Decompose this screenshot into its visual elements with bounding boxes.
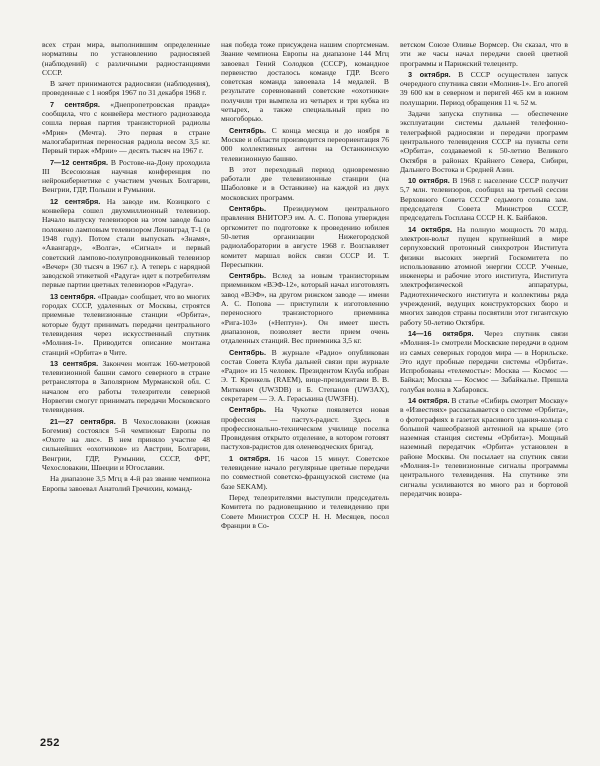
text-column-2 [221,40,389,722]
chronicle-paragraph [221,348,389,404]
entry-text: В журнале «Радио» опубликован состав Совета Клуба дальней связи при журнале «Радио» из 15 человек. Президентом Клуба избран Э. Т. Кренкель (RAEM), вице-президентами В. В. Миткевич (UW3DB) и Б. Степанов (UW3AX), секретарем — Э. А. Гераськина (UW3FH). [221,347,389,403]
chronicle-paragraph [400,176,568,222]
page-number: 252 [40,737,60,749]
entry-date: Сентябрь. [229,204,267,214]
chronicle-paragraph [42,158,210,195]
entry-text: Президиумом центрального правления ВНИТОРЭ им. А. С. Попова утвержден оргкомитет по подготовке к проведению юбилея 50-летия организации Нижегородской радиолаборатории в августе 1968 г. Возглавляет комитет маршал войск связи СССР И. Т. Пересыпкин. [221,204,389,269]
chronicle-paragraph [221,405,389,451]
chronicle-paragraph [42,359,210,415]
entry-date: Сентябрь. [229,347,267,357]
entry-text: «Правда» сообщает, что во многих городах СССР, удаленных от Москвы, строятся приемные телевизионные станции «Орбита», которые будут принимать передачи центрального телевидения через искусственный спутник «Молния-1». Приводится описание монтажа станций «Орбита» в Чите. [42,291,210,357]
entry-date: 14 октября. [408,224,453,234]
entry-date: 7—12 сентября. [50,157,108,167]
entry-text: С конца месяца и до ноября в Москве и области производится переориентация 76 000 коллективных антенн на Останкинскую телевизионную башню. [221,125,389,163]
entry-text: «Днепропетровская правда» сообщила, что с конвейера местного радиозавода сошла первая партия транзисторной радиолы «Мрия» (Мечта). Это первая в стране малогабаритная переносная радиола весом 3,5 кг. Первый тираж «Мрии» — десять тысяч на 1967 г. [42,99,210,156]
entry-date: Сентябрь. [229,271,267,281]
chronicle-paragraph [400,109,568,174]
entry-date: 13 сентября. [50,358,99,368]
entry-text: 16 часов 15 минут. Советское телевидение начало регулярные цветные передачи по совместной советско-французской системе (на базе SEKAM). [221,453,389,491]
entry-text: ветском Союзе Оливье Вормсер. Он сказал, что в эти же часы начал передачи своей цветной программы и Парижский телецентр. [400,40,568,68]
entry-date: 3 октября. [408,69,451,79]
chronicle-paragraph [42,292,210,357]
chronicle-paragraph [42,417,210,473]
chronicle-paragraph [400,40,568,68]
chronicle-paragraph [221,165,389,202]
entry-text: всех стран мира, выполнившим определенные нормативы по установлению радиосвязей (наблюдений) с различными радиостанциями СССР. [42,40,210,77]
chronicle-paragraph [400,396,568,498]
text-column-1 [42,40,210,722]
entry-date: 14—16 октября. [408,328,474,338]
entry-text: На Чукотке появляется новая профессия — пастух-радист. Здесь в профессионально-техническом училище поселка Провидения открыто отделение, в котором готовят пастухов-радистов для оленеводческих бригад. [221,405,389,452]
entry-text: Закончен монтаж 160-метровой телевизионной башни самого северного в стране ретранслятора в Заполярном Мурманской обл. С началом его работы телезрители северной Норвегии смогут принимать передачи Московского телевидения. [42,358,210,415]
chronicle-paragraph [221,40,389,124]
chronicle-paragraph [42,100,210,156]
entry-date: 13 сентября. [50,291,96,301]
chronicle-paragraph [221,271,389,345]
entry-date: 12 сентября. [50,196,101,206]
entry-text: Через спутник связи «Молния-1» смотрели Москвские передачи в одном из самых северных городов мира — в Норильске. Это идут пробные передачи системы «Орбита». Испробованы «телемосты»: Москва — Космос — Байкал; Москва — Космос — Забайкалье. Пришла голубая волна в Хабаровск. [400,328,568,394]
text-column-3 [400,40,568,722]
entry-text: В Чехословакии (южная Богемия) состоялся 5-й чемпионат Европы по «Охоте на лис». В нем приняло участие 48 сильнейших «охотников» из Австрии, Болгарии, Венгрии, ГДР, Румынии, СССР, ФРГ, Чехословакии, Швеции и Югославии. [42,416,210,473]
entry-text: В Ростове-на-Дону проходила III Всесоюзная научная конференция по нейрокибернетике с участием ученых Болгарии, Венгрии, ГДР, Польши и Румынии. [42,157,210,195]
entry-date: Сентябрь. [229,405,267,415]
entry-date: 10 октября. [408,176,450,186]
entry-text: На заводе им. Козицкого с конвейера сошел двухмиллионный телевизор. Начало выпуску телевизоров на этом заводе было положено ламповым телевизором Ленинград Т-1 (в 1948 году). Потом стали выпускать «Знамя», «Авангард», «Волга», «Сигнал» и первый советский лампово-полупроводниковый телевизор «Вечер» (30 тысяч в 1967 г.). А теперь с нарядной заводской этикеткой «Радуга» идет к потребителям первые партии цветных телевизоров «Радуга». [42,196,210,290]
chronicle-paragraph [42,40,210,77]
entry-text: В зачет принимаются радиосвязи (наблюдения), проведенные с 1 ноября 1967 по 31 декабря 1968 г. [42,79,210,98]
chronicle-paragraph [221,204,389,269]
entry-text: В 1968 г. население СССР получит 5,7 млн. телевизоров, сообщил на третьей сессии Верховного Совета СССР седьмого созыва зам. председателя Совета Министров СССР, председатель Госплана СССР Н. К. Байбаков. [400,176,568,223]
chronicle-paragraph [400,70,568,107]
chronicle-paragraph [400,329,568,394]
entry-date: 7 сентября. [50,99,100,109]
entry-text: В статье «Сибирь смотрит Москву» в «Известиях» рассказывается о системе «Орбита», о фотографиях в газетах красивого здания-кольца с большой чашеобразной антенной на крыше (это наземная станция системы «Орбита»). Мощный наземный передатчик «Орбита» установлен в районе Москвы. Он посылает на спутник связи «Молния-1» телевизионные сигналы программы центрального телевидения. На спутнике эти сигналы усиливаются во много раз и бортовой передатчик возвра- [400,395,568,498]
entry-date: 1 октября. [229,453,271,463]
chronicle-paragraph [42,474,210,493]
entry-text: На полную мощность 70 млрд. электрон-вольт пущен крупнейший в мире серпуховский протонный синхротрон Института физики высоких энергий Госкомитета по использованию атомной энергии СССР. Ученые, инженеры и рабочие этого института, Института электрофизической аппаратуры, Радиотехнического института и коллективы ряда учреждений, ведущих конструкторских бюро и многих заводов страны посвятили этот гигантскую работу 50-летию Октября. [400,224,568,327]
chronicle-paragraph [221,126,389,163]
entry-text: На диапазоне 3,5 Мгц в 4-й раз звание чемпиона Европы завоевал Анатолий Гречихин, команд- [42,474,210,493]
entry-text: В этот переходный период одновременно работали две телевизионные станции (на Шаболовке и в Останкине) на каждой из двух московских программ. [221,164,389,202]
entry-text: Задачи запуска спутника — обеспечение эксплуатации системы дальней телефонно-телеграфной радиосвязи и передачи программ центрального телевидения СССР на пункты сети «Орбита», создаваемой к 50-летию Великого Октября в районах Крайнего Севера, Сибири, Дальнего Востока и Средней Азии. [400,109,568,174]
entry-text: ная победа тоже присуждена нашим спортсменам. Звание чемпиона Европы на диапазоне 144 Мгц завоевал Гений Солодков (СССР), командное первенство досталось команде ГДР. Всего советская команда завоевала 14 медалей. В результате соревнований советские «охотники» получили три вымпела из четырех и три кубка из четырех, а также специальный приз по многоборью. [221,40,389,124]
entry-text: В СССР осуществлен запуск очередного спутника связи «Молния-1». Его апогей 39 600 км в северном и перигей 465 км в южном полушарии. Период обращения 11 ч. 52 м. [400,69,568,107]
chronicle-paragraph [400,225,568,327]
article-body [42,40,568,722]
entry-text: Вслед за новым транзисторным приемником «ВЭФ-12», который начал изготовлять завод «ВЭФ», на другом рижском заводе — имени А. С. Попова — приступили к изготовлению переносного транзисторного приемника «Рига-103» («Нептун»). Он имеет шесть диапазонов, позволяет вести прием очень отдаленных станций. Вес приемника 3,5 кг. [221,271,389,346]
chronicle-paragraph [42,197,210,290]
entry-date: Сентябрь. [229,125,267,135]
entry-text: Перед телезрителями выступили председатель Комитета по радиовещанию и телевидению при Совете Министров СССР Н. Н. Месяцев, посол Франции в Со- [221,492,389,530]
chronicle-paragraph [42,79,210,98]
entry-date: 21—27 сентября. [50,416,116,426]
chronicle-paragraph [221,493,389,530]
chronicle-paragraph [221,454,389,491]
entry-date: 14 октября. [408,395,450,405]
